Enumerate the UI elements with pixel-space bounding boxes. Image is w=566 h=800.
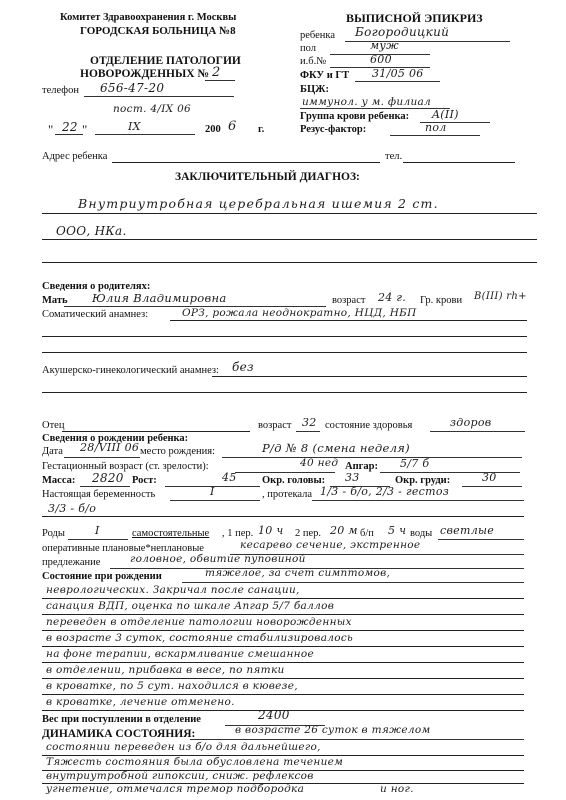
department-line1: ОТДЕЛЕНИЕ ПАТОЛОГИИ [90, 55, 241, 67]
dynamics-line-6: и ног. [380, 783, 414, 795]
condition-line-9: в кроватке, лечение отменено. [46, 696, 235, 708]
pregnancy-course-value: 1/3 - б/о, 2/3 - гестоз [320, 485, 450, 498]
fku-value: 31/05 06 [372, 67, 424, 80]
hospital-name: ГОРОДСКАЯ БОЛЬНИЦА №8 [80, 25, 236, 37]
height-label: Рост: [132, 475, 157, 486]
child-label: ребенка [300, 30, 335, 41]
condition-line-5: в возрасте 3 суток, состояние стабилизировалось [46, 632, 354, 644]
pregnancy-label: Настоящая беременность [42, 489, 156, 500]
admission-weight-value: 2400 [258, 708, 290, 722]
waterless-value: 5 ч [388, 524, 407, 537]
rh-factor-label: Резус-фактор: [300, 124, 367, 135]
blood-group-label: Группа крови ребенка: [300, 111, 410, 122]
births-value: I [95, 524, 100, 537]
date-close-quote: " [82, 122, 88, 137]
mother-name: Юлия Владимировна [92, 291, 227, 305]
father-health-value: здоров [450, 416, 492, 429]
presentation-label: предлежание [42, 557, 101, 568]
admission-date-note: пост. 4/IX 06 [113, 103, 192, 115]
fku-label: ФКУ и ГТ [300, 70, 350, 81]
condition-line-8: в кроватке, по 5 сут. находился в кювезе, [46, 680, 298, 692]
dynamics-line-4: внутриутробной гипоксии, сниж. рефлексов [46, 770, 314, 782]
waterless-label: б/п [360, 528, 374, 539]
blood-group-value: A(II) [432, 108, 459, 121]
height-value: 45 [222, 471, 237, 484]
condition-line-6: на фоне терапии, вскармливание смешанное [46, 648, 315, 660]
sex-value: муж [370, 39, 399, 52]
chest-circumference-value: 30 [482, 471, 497, 484]
mass-value: 2820 [92, 471, 124, 485]
admission-weight-label: Вес при поступлении в отделение [42, 714, 201, 725]
date-open-quote: " [48, 122, 54, 137]
dynamics-title: ДИНАМИКА СОСТОЯНИЯ: [42, 728, 196, 740]
dynamics-line-5: угнетение, отмечался тремор подбородка [46, 783, 305, 795]
rh-factor-value: пол [425, 121, 447, 134]
discharge-year-suffix: г. [258, 124, 265, 135]
father-health-label: состояние здоровья [325, 420, 413, 431]
apgar-value: 5/7 б [400, 457, 430, 470]
condition-line-4: переведен в отделение патологии новорожденных [46, 616, 352, 628]
presentation-value: головное, обвитие пуповиной [130, 553, 306, 565]
spontaneous-label: самостоятельные [132, 528, 210, 539]
somatic-history-label: Соматический анамнез: [42, 309, 149, 320]
birth-place-label: место рождения: [140, 446, 216, 457]
pregnancy-course-label: , протекала [262, 489, 313, 500]
department-number: 2 [212, 65, 221, 80]
department-line2: НОВОРОЖДЕННЫХ № [80, 68, 209, 80]
period2-label: 2 пер. [295, 528, 322, 539]
discharge-year-digit: 6 [228, 119, 237, 134]
birth-condition-label: Состояние при рождении [42, 571, 162, 582]
gestational-age-value: 40 нед [300, 457, 339, 469]
head-circumference-value: 33 [345, 471, 360, 484]
case-number-value: 600 [370, 53, 392, 66]
discharge-month: IX [128, 120, 141, 133]
child-surname: Богородицкий [355, 25, 450, 39]
dynamics-line-1: в возрасте 26 суток в тяжелом [235, 724, 431, 736]
discharge-day: 22 [62, 120, 78, 134]
period1-label: , 1 пер. [222, 528, 254, 539]
pregnancy-course-cont: 3/3 - б/о [48, 502, 97, 515]
obstetric-history-value: без [232, 360, 254, 374]
waters-label: воды [410, 528, 433, 539]
discharge-year-prefix: 200 [205, 124, 221, 135]
operative-value: кесарево сечение, экстренное [240, 539, 421, 551]
address-phone-label: тел. [385, 151, 403, 162]
pregnancy-number: I [210, 485, 215, 498]
phone-value: 656-47-20 [100, 81, 165, 95]
epicrisis-title: ВЫПИСНОЙ ЭПИКРИЗ [346, 11, 483, 25]
dynamics-line-3: Тяжесть состояния была обусловлена течением [46, 756, 344, 768]
bcg-label: БЦЖ: [300, 84, 329, 95]
case-number-label: и.б.№ [300, 56, 327, 67]
father-label: Отец [42, 420, 65, 431]
bcg-note: иммунол. у м. филиал [302, 96, 432, 108]
address-label: Адрес ребенка [42, 151, 108, 162]
somatic-history-value: ОРЗ, рожала неоднократно, НЦД, НБП [182, 307, 417, 319]
phone-label: телефон [42, 85, 79, 96]
mass-label: Масса: [42, 475, 76, 486]
father-age-value: 32 [302, 416, 317, 429]
dynamics-line-2: состоянии переведен из б/о для дальнейшего, [46, 741, 321, 753]
condition-line-2: неврологических. Закричал после санации, [46, 584, 300, 596]
births-label: Роды [42, 528, 65, 539]
birth-date-value: 28/VIII 06 [80, 441, 140, 454]
diagnosis-line1: Внутриутробная церебральная ишемия 2 ст. [78, 196, 439, 211]
condition-line-1: тяжелое, за счет симптомов, [205, 567, 391, 579]
apgar-label: Апгар: [345, 461, 378, 472]
committee-name: Комитет Здравоохранения г. Москвы [60, 12, 237, 23]
father-age-label: возраст [258, 420, 292, 431]
obstetric-history-label: Акушерско-гинекологический анамнез: [42, 365, 219, 376]
mother-age-value: 24 г. [378, 291, 407, 304]
period1-value: 10 ч [258, 524, 284, 537]
birth-date-label: Дата [42, 446, 63, 457]
operative-label: оперативные плановые*неплановые [42, 543, 204, 554]
waters-value: светлые [440, 524, 495, 537]
period2-value: 20 м [330, 524, 358, 537]
mother-blood-label: Гр. крови [420, 295, 463, 306]
gestational-age-label: Гестационный возраст (ст. зрелости): [42, 461, 209, 472]
mother-label: Мать [42, 295, 68, 306]
mother-blood-value: B(III) rh+ [474, 291, 527, 302]
birth-title: Сведения о рождении ребенка: [42, 433, 189, 444]
mother-age-label: возраст [332, 295, 366, 306]
diagnosis-line2: ООО, НКа. [56, 224, 127, 238]
head-circumference-label: Окр. головы: [262, 475, 326, 486]
chest-circumference-label: Окр. груди: [395, 475, 451, 486]
condition-line-7: в отделении, прибавка в весе, по пятки [46, 664, 285, 676]
diagnosis-title: ЗАКЛЮЧИТЕЛЬНЫЙ ДИАГНОЗ: [175, 171, 360, 183]
birth-place-value: Р/д № 8 (смена неделя) [262, 441, 410, 455]
condition-line-3: санация ВДП, оценка по шкале Апгар 5/7 баллов [46, 600, 335, 612]
sex-label: пол [300, 43, 316, 54]
parents-title: Сведения о родителях: [42, 281, 151, 292]
